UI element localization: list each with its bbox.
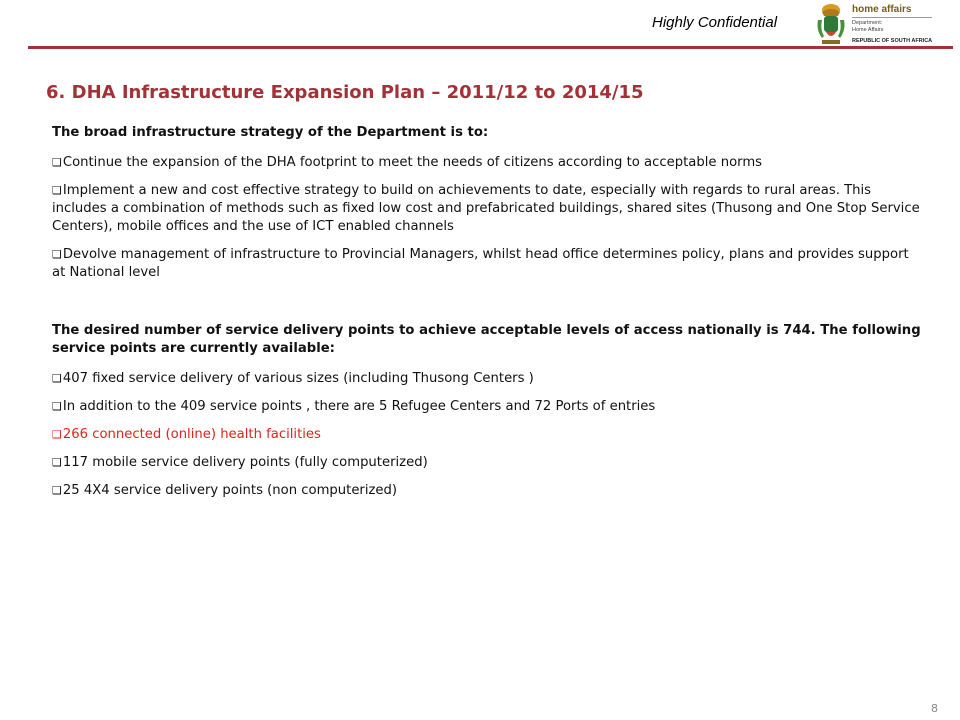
strategy-bullet-text: Implement a new and cost effective strategy to build on achievements to date, especially with regards to rural areas. This includes a combination of methods such as fixed low cost and prefabricated buildings, shared sites (Thusong and One Stop Service Centers), mobile offices and the use of ICT enabled channels	[52, 183, 920, 234]
service-bullet-highlighted	[52, 426, 922, 444]
logo-department: Department:	[852, 20, 883, 26]
checkbox-square-icon: ❑	[52, 428, 62, 441]
service-bullet-text: 25 4X4 service delivery points (non computerized)	[62, 483, 398, 498]
service-bullet	[52, 454, 922, 472]
strategy-bullet	[52, 246, 922, 282]
strategy-bullet-text: Devolve management of infrastructure to Provincial Managers, whilst head office determines policy, plans and provides support at National level	[52, 247, 909, 280]
checkbox-square-icon: ❑	[52, 400, 62, 413]
service-intro: The desired number of service delivery points to achieve acceptable levels of access nationally is 744. The following service points are currently available:	[52, 323, 921, 356]
strategy-bullet-text: Continue the expansion of the DHA footprint to meet the needs of citizens according to acceptable norms	[62, 155, 763, 170]
checkbox-square-icon: ❑	[52, 372, 62, 385]
service-bullet-text: In addition to the 409 service points , there are 5 Refugee Centers and 72 Ports of entries	[62, 399, 656, 414]
strategy-intro: The broad infrastructure strategy of the Department is to:	[52, 125, 489, 140]
logo-home-affairs: Home Affairs	[852, 27, 884, 33]
page-number: 8	[931, 702, 938, 715]
logo-title: home affairs	[852, 4, 912, 15]
service-bullet-text: 266 connected (online) health facilities	[62, 427, 321, 442]
checkbox-square-icon: ❑	[52, 248, 62, 261]
header-rule	[28, 46, 953, 49]
section-gap	[52, 292, 922, 322]
strategy-bullet	[52, 182, 922, 236]
checkbox-square-icon: ❑	[52, 184, 62, 197]
logo-divider	[852, 17, 932, 18]
confidential-label: Highly Confidential	[652, 14, 778, 31]
checkbox-square-icon: ❑	[52, 484, 62, 497]
service-bullet	[52, 370, 922, 388]
service-bullet-text: 407 fixed service delivery of various sizes (including Thusong Centers )	[62, 371, 534, 386]
slide-body	[52, 124, 922, 510]
checkbox-square-icon: ❑	[52, 456, 62, 469]
coat-of-arms-icon	[814, 2, 848, 46]
service-bullet-text: 117 mobile service delivery points (fully computerized)	[62, 455, 428, 470]
strategy-bullet	[52, 154, 922, 172]
checkbox-square-icon: ❑	[52, 156, 62, 169]
slide-title: 6. DHA Infrastructure Expansion Plan – 2011/12 to 2014/15	[46, 82, 644, 103]
home-affairs-logo	[814, 2, 936, 48]
service-bullet	[52, 398, 922, 416]
logo-republic: REPUBLIC OF SOUTH AFRICA	[852, 38, 933, 44]
service-bullet	[52, 482, 922, 500]
